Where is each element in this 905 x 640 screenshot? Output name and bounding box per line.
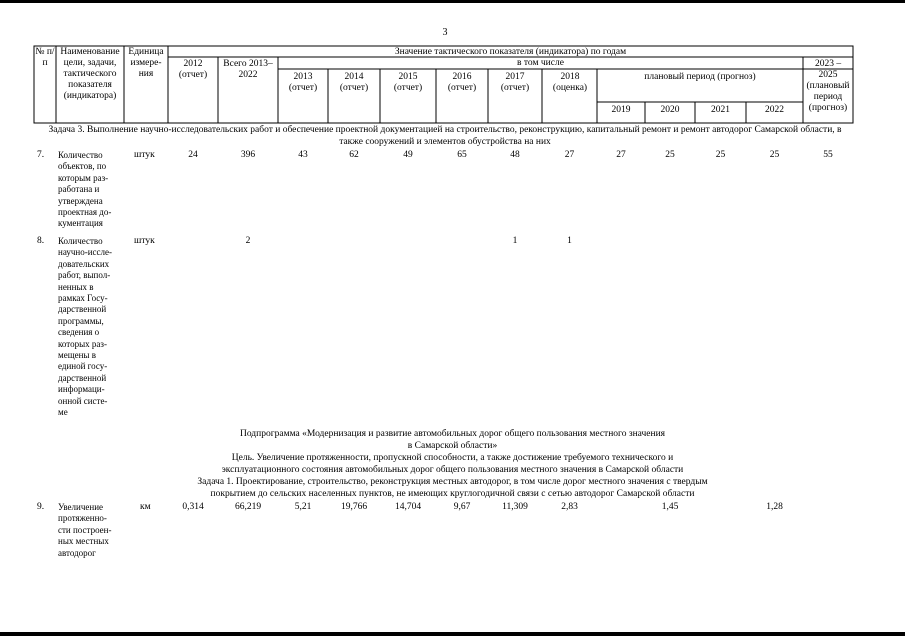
row8-2018: 1 [567,236,572,246]
subprogram-title-2: в Самарской области» [407,441,498,451]
page-number: 3 [442,27,448,38]
row9-2017: 11,309 [502,502,528,512]
row7-2019: 27 [616,150,626,160]
row7-num: 7. [37,150,45,160]
row9-2013: 5,21 [294,502,312,512]
subprogram-task1-a: Задача 1. Проектирование, строительство, реконструкция местных автодорог, в том числе дорог местного значения с твердым [197,477,708,487]
row7-name: Количество объектов, по которым раз- работана и утверждена проектная до- кументация [58,150,112,229]
row9-total: 66,219 [234,502,262,512]
header-2023: 2023 – 2025 (плановый период (прогноз) [806,59,850,113]
bottom-border [0,632,905,636]
header-2017: 2017 (отчет) [500,72,530,93]
row9-2016: 9,67 [453,502,471,512]
row8-num: 8. [37,236,45,246]
row7-2013: 43 [298,150,308,160]
row9-2018: 2,83 [561,502,578,512]
header-unit: Единица измере- ния [128,47,164,79]
header-2014: 2014 (отчет) [339,72,369,93]
subprogram-title-1: Подпрограмма «Модернизация и развитие автомобильных дорог общего пользования местного значения [239,429,666,439]
row8-unit: штук [134,236,155,246]
row9-num: 9. [37,502,45,512]
row7-2021: 25 [715,150,726,160]
row8-2017: 1 [512,236,518,246]
header-2019: 2019 [611,105,631,115]
row9-2015: 14,704 [394,502,422,512]
header-2021: 2021 [711,105,730,115]
row7-unit: штук [134,150,155,160]
row9-2022: 1,28 [766,502,783,512]
header-name: Наименование цели, задачи, тактического показателя (индикатора) [60,47,120,101]
row7-2012: 24 [188,150,198,160]
row9-2020: 1,45 [661,502,679,512]
row9-unit: км [140,502,151,512]
task3-heading: Задача 3. Выполнение научно-исследовательских работ и обеспечение проектной документацией на строительство, реконструкцию, капитальный ремонт и ремонт автодорог Самарской области, в также сооружений и элементов обустройства на них [48,125,842,147]
row7-2020: 25 [665,150,675,160]
header-2012: 2012 (отчет) [178,59,208,80]
subprogram-task1-b: покрытием до сельских населенных пунктов, не имеющих круглогодичной связи с сетью автодорог Самарской области [210,489,695,499]
row9-2012: 0,314 [182,502,204,512]
header-2015: 2015 (отчет) [393,72,423,93]
row7-2018: 27 [564,150,575,160]
header-vtom: в том числе [517,58,564,68]
row7-2022: 25 [769,150,780,160]
header-2016: 2016 (отчет) [447,72,477,93]
row7-2023: 55 [823,150,833,160]
row8-total: 2 [245,236,251,246]
header-2020: 2020 [660,105,680,115]
row7-2017: 48 [510,150,520,160]
header-2018: 2018 (оценка) [552,72,588,93]
header-2013: 2013 (отчет) [288,72,318,93]
header-span-title: Значение тактического показателя (индикатора) по годам [394,47,627,57]
header-num: № п/п [35,47,55,68]
row7-2014: 62 [349,150,359,160]
row8-name: Количество научно-иссле- довательских работ, выпол- ненных в рамках Госу- дарственной программы, сведения о которых раз- мещены в единой госу- дарственной информаци- онной систе- ме [58,236,112,418]
row7-2015: 49 [403,150,413,160]
subprogram-goal-1: Цель. Увеличение протяженности, пропускной способности, а также достижение требуемого технического и [231,453,674,463]
row9-name: Увеличение протяженно- сти построен- ных местных автодорог [58,502,112,558]
subprogram-goal-2: эксплуатационного состояния автомобильных дорог общего пользования местного значения в Самарской области [221,465,684,475]
row9-2014: 19,766 [340,502,368,512]
header-planned: плановый период (прогноз) [644,72,756,82]
header-2022: 2022 [765,105,784,115]
row7-2016: 65 [457,150,467,160]
header-total: Всего 2013–2022 [223,59,273,80]
row7-total: 396 [240,150,256,160]
